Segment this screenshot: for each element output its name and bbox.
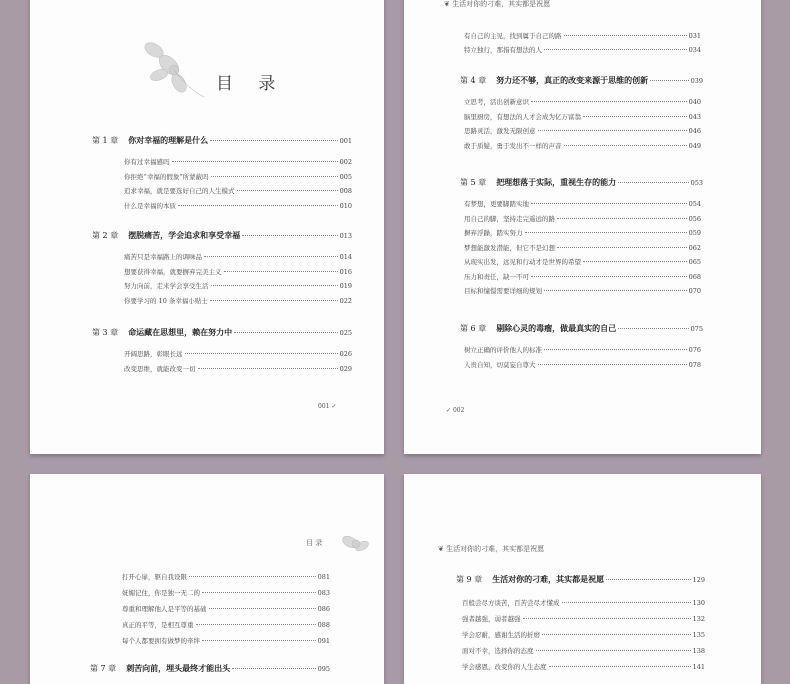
dot-leader (172, 161, 338, 162)
entry-title: 特立独行，那指有想法的人 (464, 46, 542, 54)
page-title: 目 录 (216, 74, 286, 94)
toc-entry (124, 172, 352, 181)
page-number: 081 (317, 573, 330, 581)
toc-entry (464, 243, 701, 252)
dot-leader (542, 634, 691, 635)
page-number: 034 (688, 46, 701, 54)
dot-leader (557, 247, 687, 248)
dot-leader (189, 576, 316, 577)
page-number: 001 (339, 137, 352, 145)
entry-title: 人贵自知，切莫妄自尊大 (464, 360, 536, 369)
dot-leader (650, 80, 688, 81)
page-number: 008 (339, 187, 352, 195)
entry-title: 面对不幸，选择你的态度 (462, 647, 534, 655)
page-number: 078 (688, 360, 701, 369)
page-number: 129 (692, 576, 705, 584)
dot-leader (204, 256, 338, 257)
dot-leader (211, 285, 338, 286)
chapter-title: 把理想落于实际，重视生存的能力 (496, 177, 617, 187)
toc-chapter (92, 327, 352, 338)
page-number: 046 (688, 127, 701, 135)
entry-title: 有梦想，更要脚踏实地 (464, 200, 529, 208)
page-number: 135 (692, 631, 705, 639)
page-number: 075 (690, 325, 703, 333)
dot-leader (549, 666, 691, 667)
toc-chapter (456, 574, 705, 585)
dot-leader (211, 176, 338, 177)
entry-title: 思路灵活，激发无限创意 (464, 127, 536, 135)
entry-title: 想要获得幸福，就要摒弃完美主义 (124, 267, 222, 276)
page-number: 068 (688, 272, 701, 281)
toc-entry (464, 97, 701, 106)
toc-entry (124, 281, 352, 290)
dot-leader (242, 235, 337, 236)
dot-leader (544, 49, 687, 50)
page-number: 025 (339, 329, 352, 337)
chapter-title: 刺苦向前，埋头最终才能出头 (126, 663, 231, 673)
page-number: 065 (688, 258, 701, 266)
dot-leader (525, 232, 687, 233)
entry-title: 压力和责任，缺一不可 (464, 272, 529, 281)
dot-leader (196, 624, 316, 625)
dot-leader (178, 205, 338, 206)
toc-entry (124, 267, 352, 276)
dot-leader (557, 218, 687, 219)
dot-leader (544, 349, 687, 350)
page-number: 029 (339, 364, 352, 373)
toc-entry (464, 45, 701, 54)
page-number: 138 (692, 647, 705, 655)
page-number: 049 (688, 141, 701, 150)
page-number: 062 (688, 243, 701, 252)
toc-entry (124, 186, 352, 195)
toc-entry (124, 349, 352, 358)
chapter-number: 第 9 章 (456, 575, 483, 584)
entry-title: 改变思维，就能改变一切 (124, 364, 196, 373)
toc-page-2 (404, 0, 761, 454)
flower-decoration-icon (330, 524, 380, 564)
dot-leader (185, 353, 338, 354)
dot-leader (562, 602, 691, 603)
page-number: 031 (688, 32, 701, 40)
toc-entry (124, 364, 352, 373)
page-number: 014 (339, 253, 352, 261)
page-folio: 001 ✓ (318, 403, 337, 410)
toc-entry (124, 201, 352, 210)
toc-entry (464, 286, 701, 295)
dot-leader (202, 640, 316, 641)
toc-entry (124, 157, 352, 166)
page-number: 026 (339, 350, 352, 358)
toc-entry (122, 636, 330, 645)
toc-entry (462, 598, 705, 607)
dot-leader (210, 140, 337, 141)
entry-title: 梦想能激发潜能，但它不是幻想 (464, 243, 555, 252)
dot-leader (531, 101, 687, 102)
entry-title: 学会忍耐，感谢生活的折磨 (462, 631, 540, 639)
entry-title: 你有过幸福感吗 (124, 158, 170, 166)
toc-entry (124, 296, 352, 305)
page-folio: ✓ 002 (446, 407, 465, 414)
toc-entry (462, 646, 705, 655)
page-number: 141 (692, 663, 705, 671)
page-number: 002 (339, 158, 352, 166)
entry-title: 强者越强，弱者越强 (462, 615, 521, 623)
chapter-title: 摆脱痛苦，学会追求和享受幸福 (128, 230, 241, 240)
toc-page-1 (30, 0, 384, 454)
page-number: 088 (317, 621, 330, 629)
toc-chapter (460, 177, 703, 188)
page-number: 010 (339, 201, 352, 210)
toc-chapter (92, 230, 352, 241)
entry-title: 真正的平等，是相互尊重 (122, 621, 194, 629)
dot-leader (618, 182, 688, 183)
entry-title: 痛苦只是幸福路上的调味品 (124, 253, 202, 261)
toc-entry (464, 126, 701, 135)
entry-title: 用自己的脚，坚持走完遥远的路 (464, 214, 555, 223)
entry-title: 打开心扉，驱自我设限 (122, 573, 187, 581)
toc-entry (462, 614, 705, 623)
dot-leader (232, 668, 315, 669)
page-number: 005 (339, 172, 352, 181)
dot-leader (618, 328, 688, 329)
entry-title: 从现实出发，远见和行动才是世界的希望 (464, 258, 581, 266)
dot-leader (202, 592, 316, 593)
toc-entry (464, 214, 701, 223)
chapter-number: 第 1 章 (92, 136, 119, 145)
page-number: 022 (339, 296, 352, 305)
page-number: 043 (688, 112, 701, 121)
dot-leader (538, 130, 687, 131)
page-number: 059 (688, 229, 701, 237)
entry-title: 脑里厨房，有想法的人才会成为亿万富翁 (464, 112, 581, 121)
toc-page-3 (30, 474, 384, 684)
entry-title: 你拒绝“幸福的假象”所蒙蔽吗 (124, 172, 209, 181)
chapter-title: 努力还不够，真正的改变来源于思维的创新 (496, 75, 649, 85)
dot-leader (210, 300, 338, 301)
toc-entry (464, 272, 701, 281)
entry-title: 你要学习的 10 条幸福小贴士 (124, 296, 208, 305)
page-number: 056 (688, 214, 701, 223)
toc-entry (122, 604, 330, 613)
dot-leader (606, 579, 690, 580)
entry-title: 开阔思路，彰眼长远 (124, 350, 183, 358)
chapter-title: 命运藏在思想里，赖在努力中 (128, 327, 233, 337)
chapter-title: 生活对你的刁难，其实都是祝愿 (492, 574, 605, 584)
chapter-number: 第 3 章 (92, 328, 119, 337)
page-number: 132 (692, 615, 705, 623)
page-number: 019 (339, 282, 352, 290)
toc-chapter (90, 663, 330, 674)
dot-leader (583, 116, 687, 117)
toc-chapter (460, 75, 703, 86)
entry-title: 努力向前，走来学会享受生活 (124, 282, 209, 290)
page-number: 054 (688, 200, 701, 208)
chapter-number: 第 7 章 (90, 664, 117, 673)
toc-entry (464, 31, 701, 40)
chapter-title: 剔除心灵的毒瘤，做最真实的自己 (496, 323, 617, 333)
page-number: 086 (317, 605, 330, 613)
chapter-number: 第 5 章 (460, 178, 487, 187)
entry-title: 每个人都要拥有做梦的牵绊 (122, 637, 200, 645)
dot-leader (531, 203, 687, 204)
page-number: 016 (339, 267, 352, 276)
toc-chapter (460, 323, 703, 334)
toc-entry (124, 252, 352, 261)
toc-entry (122, 572, 330, 581)
toc-entry (464, 199, 701, 208)
toc-entry (462, 630, 705, 639)
chapter-title: 你对幸福的理解是什么 (128, 135, 209, 145)
butterfly-icon: ❦ (438, 545, 444, 553)
entry-title: 有自己的主见，找到属于自己的路 (464, 32, 562, 40)
page-number: 091 (317, 637, 330, 645)
page-number: 130 (692, 599, 705, 607)
entry-title: 什么是幸福的本质 (124, 201, 176, 210)
toc-page-4 (404, 474, 761, 684)
dot-leader (523, 618, 691, 619)
dot-leader (544, 290, 687, 291)
toc-entry (464, 360, 701, 369)
toc-entry (464, 257, 701, 266)
dot-leader (198, 368, 338, 369)
page-number: 083 (317, 589, 330, 597)
entry-title: 妩媚记住，你是独一无二的 (122, 589, 200, 597)
dot-leader (564, 35, 687, 36)
dot-leader (583, 261, 687, 262)
running-header: ❦ 生活对你的刁难，其实都是祝愿 (438, 545, 545, 553)
butterfly-icon: ❦ (444, 0, 450, 8)
dot-leader (538, 364, 687, 365)
running-header: ❦ 生活对你的刁难，其实都是祝愿 (444, 0, 551, 8)
dot-leader (531, 276, 687, 277)
toc-entry (464, 228, 701, 237)
page-number: 053 (690, 179, 703, 187)
running-header: 目 录 (306, 539, 323, 547)
page-number: 013 (339, 232, 352, 240)
page-number: 095 (317, 665, 330, 673)
dot-leader (234, 332, 337, 333)
toc-entry (464, 141, 701, 150)
entry-title: 学会感恩，改变你的人生态度 (462, 663, 547, 671)
chapter-number: 第 2 章 (92, 231, 119, 240)
dot-leader (536, 650, 691, 651)
entry-title: 树立正确的评价他人的标准 (464, 346, 542, 354)
dot-leader (564, 145, 687, 146)
dot-leader (209, 608, 316, 609)
toc-entry (464, 345, 701, 354)
entry-title: 追求幸福，就是要选好自己的人生模式 (124, 187, 235, 195)
entry-title: 立思考，活出创新意识 (464, 98, 529, 106)
dot-leader (237, 190, 338, 191)
dot-leader (224, 271, 338, 272)
entry-title: 百般尝尽方谈苦，百苦尝尽才懂成 (462, 599, 560, 607)
toc-chapter (92, 135, 352, 146)
entry-title: 目标和憧憬需要详细的规划 (464, 287, 542, 295)
toc-entry (122, 588, 330, 597)
page-number: 070 (688, 287, 701, 295)
page-number: 076 (688, 346, 701, 354)
chapter-number: 第 4 章 (460, 76, 487, 85)
page-number: 040 (688, 98, 701, 106)
toc-entry (462, 662, 705, 671)
toc-entry (464, 112, 701, 121)
chapter-number: 第 6 章 (460, 324, 487, 333)
toc-entry (122, 620, 330, 629)
entry-title: 摒弃浮躁，踏实努力 (464, 229, 523, 237)
entry-title: 敢于质疑，勇于发出不一样的声音 (464, 141, 562, 150)
page-number: 039 (690, 77, 703, 85)
entry-title: 尊重和理解他人是平等的基础 (122, 605, 207, 613)
flower-decoration-icon (134, 35, 214, 105)
